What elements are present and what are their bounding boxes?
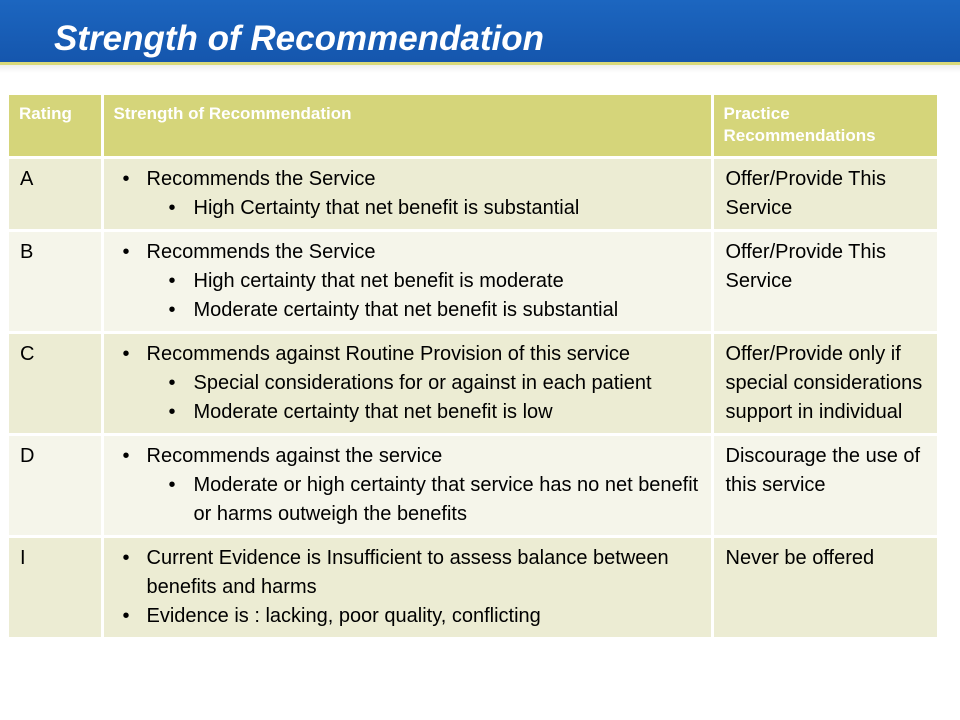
header-rating: Rating <box>9 95 102 158</box>
main-bullet <box>114 165 703 194</box>
rating-cell: D <box>9 435 102 537</box>
main-bullet <box>114 238 703 267</box>
rating-cell: B <box>9 231 102 333</box>
sub-bullet <box>114 296 703 325</box>
sub-bullet-text: Moderate certainty that net benefit is low <box>193 401 553 423</box>
main-bullet-text: Evidence is : lacking, poor quality, conflicting <box>146 605 541 627</box>
bullet-icon: • <box>168 197 176 219</box>
sub-bullet-text: High certainty that net benefit is moderate <box>193 270 564 292</box>
main-bullet <box>114 602 703 631</box>
main-bullet-text: Recommends the Service <box>146 241 376 263</box>
main-bullet <box>114 544 703 602</box>
bullet-icon: • <box>168 270 176 292</box>
bullet-icon: • <box>122 547 130 569</box>
bullet-icon: • <box>168 299 176 321</box>
strength-cell <box>102 537 712 639</box>
header-practice: Practice Recommendations <box>712 95 937 158</box>
practice-cell: Offer/Provide This Service <box>712 231 937 333</box>
strength-cell <box>102 231 712 333</box>
slide-title: Strength of Recommendation <box>54 19 545 58</box>
title-bar <box>0 0 960 65</box>
table-row <box>9 231 937 333</box>
strength-cell <box>102 158 712 231</box>
bullet-icon: • <box>122 445 130 467</box>
sub-bullet <box>114 398 703 427</box>
sub-bullet-text: Special considerations for or against in each patient <box>193 372 652 394</box>
strength-cell <box>102 435 712 537</box>
main-bullet-text: Current Evidence is Insufficient to assess balance between benefits and harms <box>146 547 669 598</box>
table-row <box>9 435 937 537</box>
main-bullet <box>114 340 703 369</box>
table-row <box>9 333 937 435</box>
sub-bullet-text: Moderate certainty that net benefit is substantial <box>193 299 619 321</box>
bullet-icon: • <box>122 343 130 365</box>
bullet-icon: • <box>122 241 130 263</box>
sub-bullet <box>114 194 703 223</box>
rating-cell: A <box>9 158 102 231</box>
main-bullet-text: Recommends the Service <box>146 168 376 190</box>
practice-cell: Never be offered <box>712 537 937 639</box>
sub-bullet-text: High Certainty that net benefit is substantial <box>193 197 580 219</box>
main-bullet <box>114 442 703 471</box>
main-bullet-text: Recommends against the service <box>146 445 443 467</box>
practice-cell: Discourage the use of this service <box>712 435 937 537</box>
bullet-icon: • <box>122 605 130 627</box>
rating-cell: I <box>9 537 102 639</box>
bullet-icon: • <box>168 372 176 394</box>
sub-bullet <box>114 267 703 296</box>
practice-cell: Offer/Provide only if special considerations support in individual <box>712 333 937 435</box>
table-row <box>9 158 937 231</box>
rating-cell: C <box>9 333 102 435</box>
title-divider <box>0 65 960 73</box>
recommendation-table <box>9 95 937 640</box>
sub-bullet <box>114 369 703 398</box>
bullet-icon: • <box>168 401 176 423</box>
strength-cell <box>102 333 712 435</box>
header-strength: Strength of Recommendation <box>102 95 712 158</box>
main-bullet-text: Recommends against Routine Provision of this service <box>146 343 631 365</box>
sub-bullet <box>114 471 703 529</box>
bullet-icon: • <box>122 168 130 190</box>
table-header-row <box>9 95 937 158</box>
bullet-icon: • <box>168 474 176 496</box>
sub-bullet-text: Moderate or high certainty that service has no net benefit or harms outweigh the benefits <box>193 474 699 525</box>
practice-cell: Offer/Provide This Service <box>712 158 937 231</box>
table-row <box>9 537 937 639</box>
